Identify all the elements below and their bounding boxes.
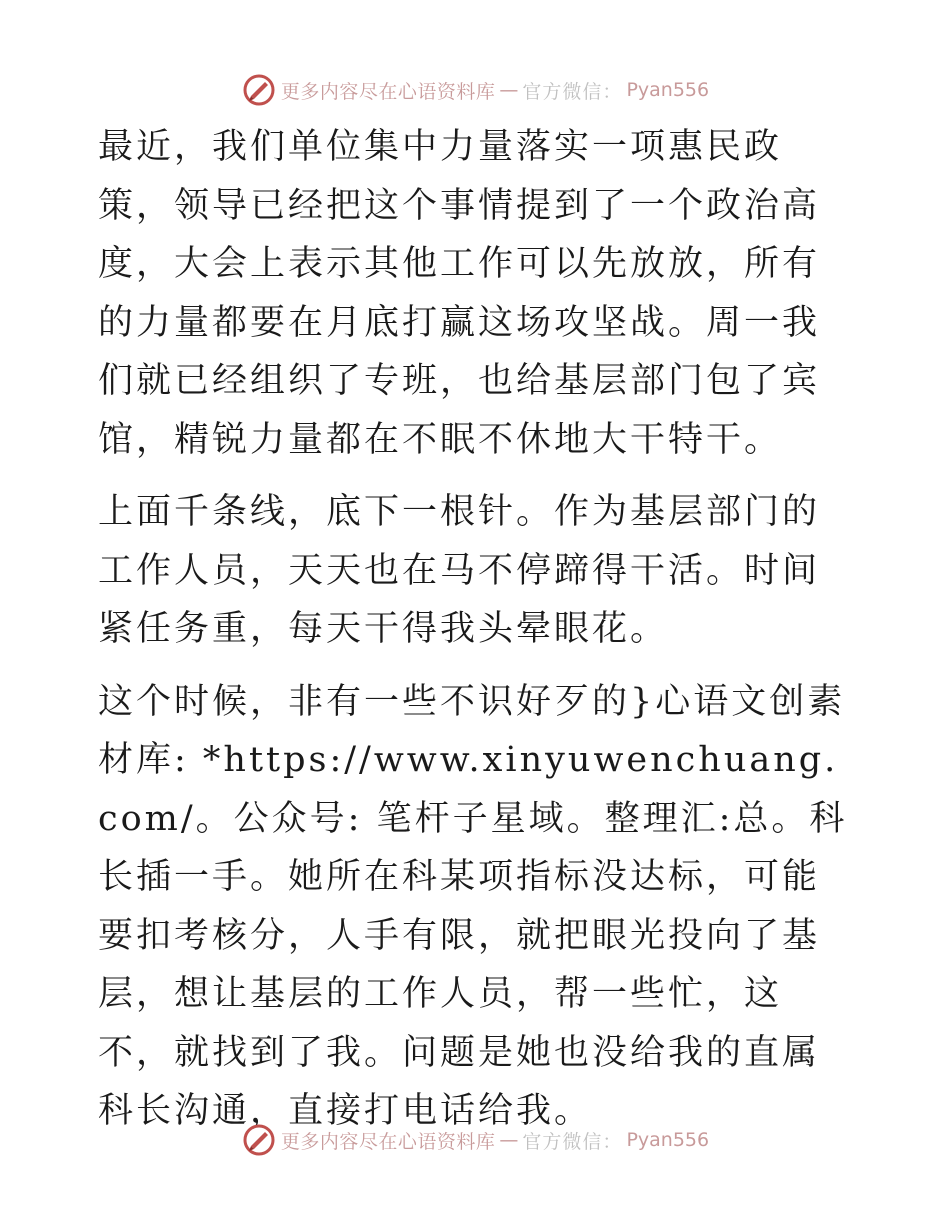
paragraph-1: 最近，我们单位集中力量落实一项惠民政策，领导已经把这个事情提到了一个政治高度，大会上表示其他工作可以先放放，所有的力量都要在月底打赢这场攻坚战。周一我们就已经组织了专班，也给基层部门包了宾馆，精锐力量都在不眠不休地大干特干。 [98,127,821,460]
pen-logo-icon [241,72,277,108]
watermark-brand-text: 更多内容尽在心语资料库 [280,80,496,103]
footer-watermark [0,1120,950,1160]
pen-logo-icon [241,1122,277,1158]
paragraph-2: 上面千条线，底下一根针。作为基层部门的工作人员，天天也在马不停蹄得干活。时间紧任务重，每天干得我头晕眼花。 [98,492,821,649]
watermark-wechat-id: Pyan556 [626,1129,710,1151]
header-watermark [0,70,950,110]
watermark-official-label: 官方微信： [522,80,623,103]
paragraph-3: 这个时候，非有一些不识好歹的}心语文创素材库: *https://www.xinyuwenchuang.com/。公众号: 笔杆子星域。整理汇:总。科长插一手。她所在科某项指标没达标，可能要扣考核分，人手有限，就把眼光投向了基层，想让基层的工作人员，帮一些忙，这不，就找到了我。问题是她也没给我的直属科长沟通，直接打电话给我。 [98,681,848,1131]
watermark-content [241,1122,709,1158]
watermark-official-label: 官方微信： [522,1130,623,1153]
watermark-separator: — [499,79,519,101]
watermark-separator: — [499,1129,519,1151]
watermark-content [241,72,709,108]
watermark-brand-text: 更多内容尽在心语资料库 [280,1130,496,1153]
watermark-wechat-id: Pyan556 [626,79,710,101]
document-body [98,118,850,1155]
